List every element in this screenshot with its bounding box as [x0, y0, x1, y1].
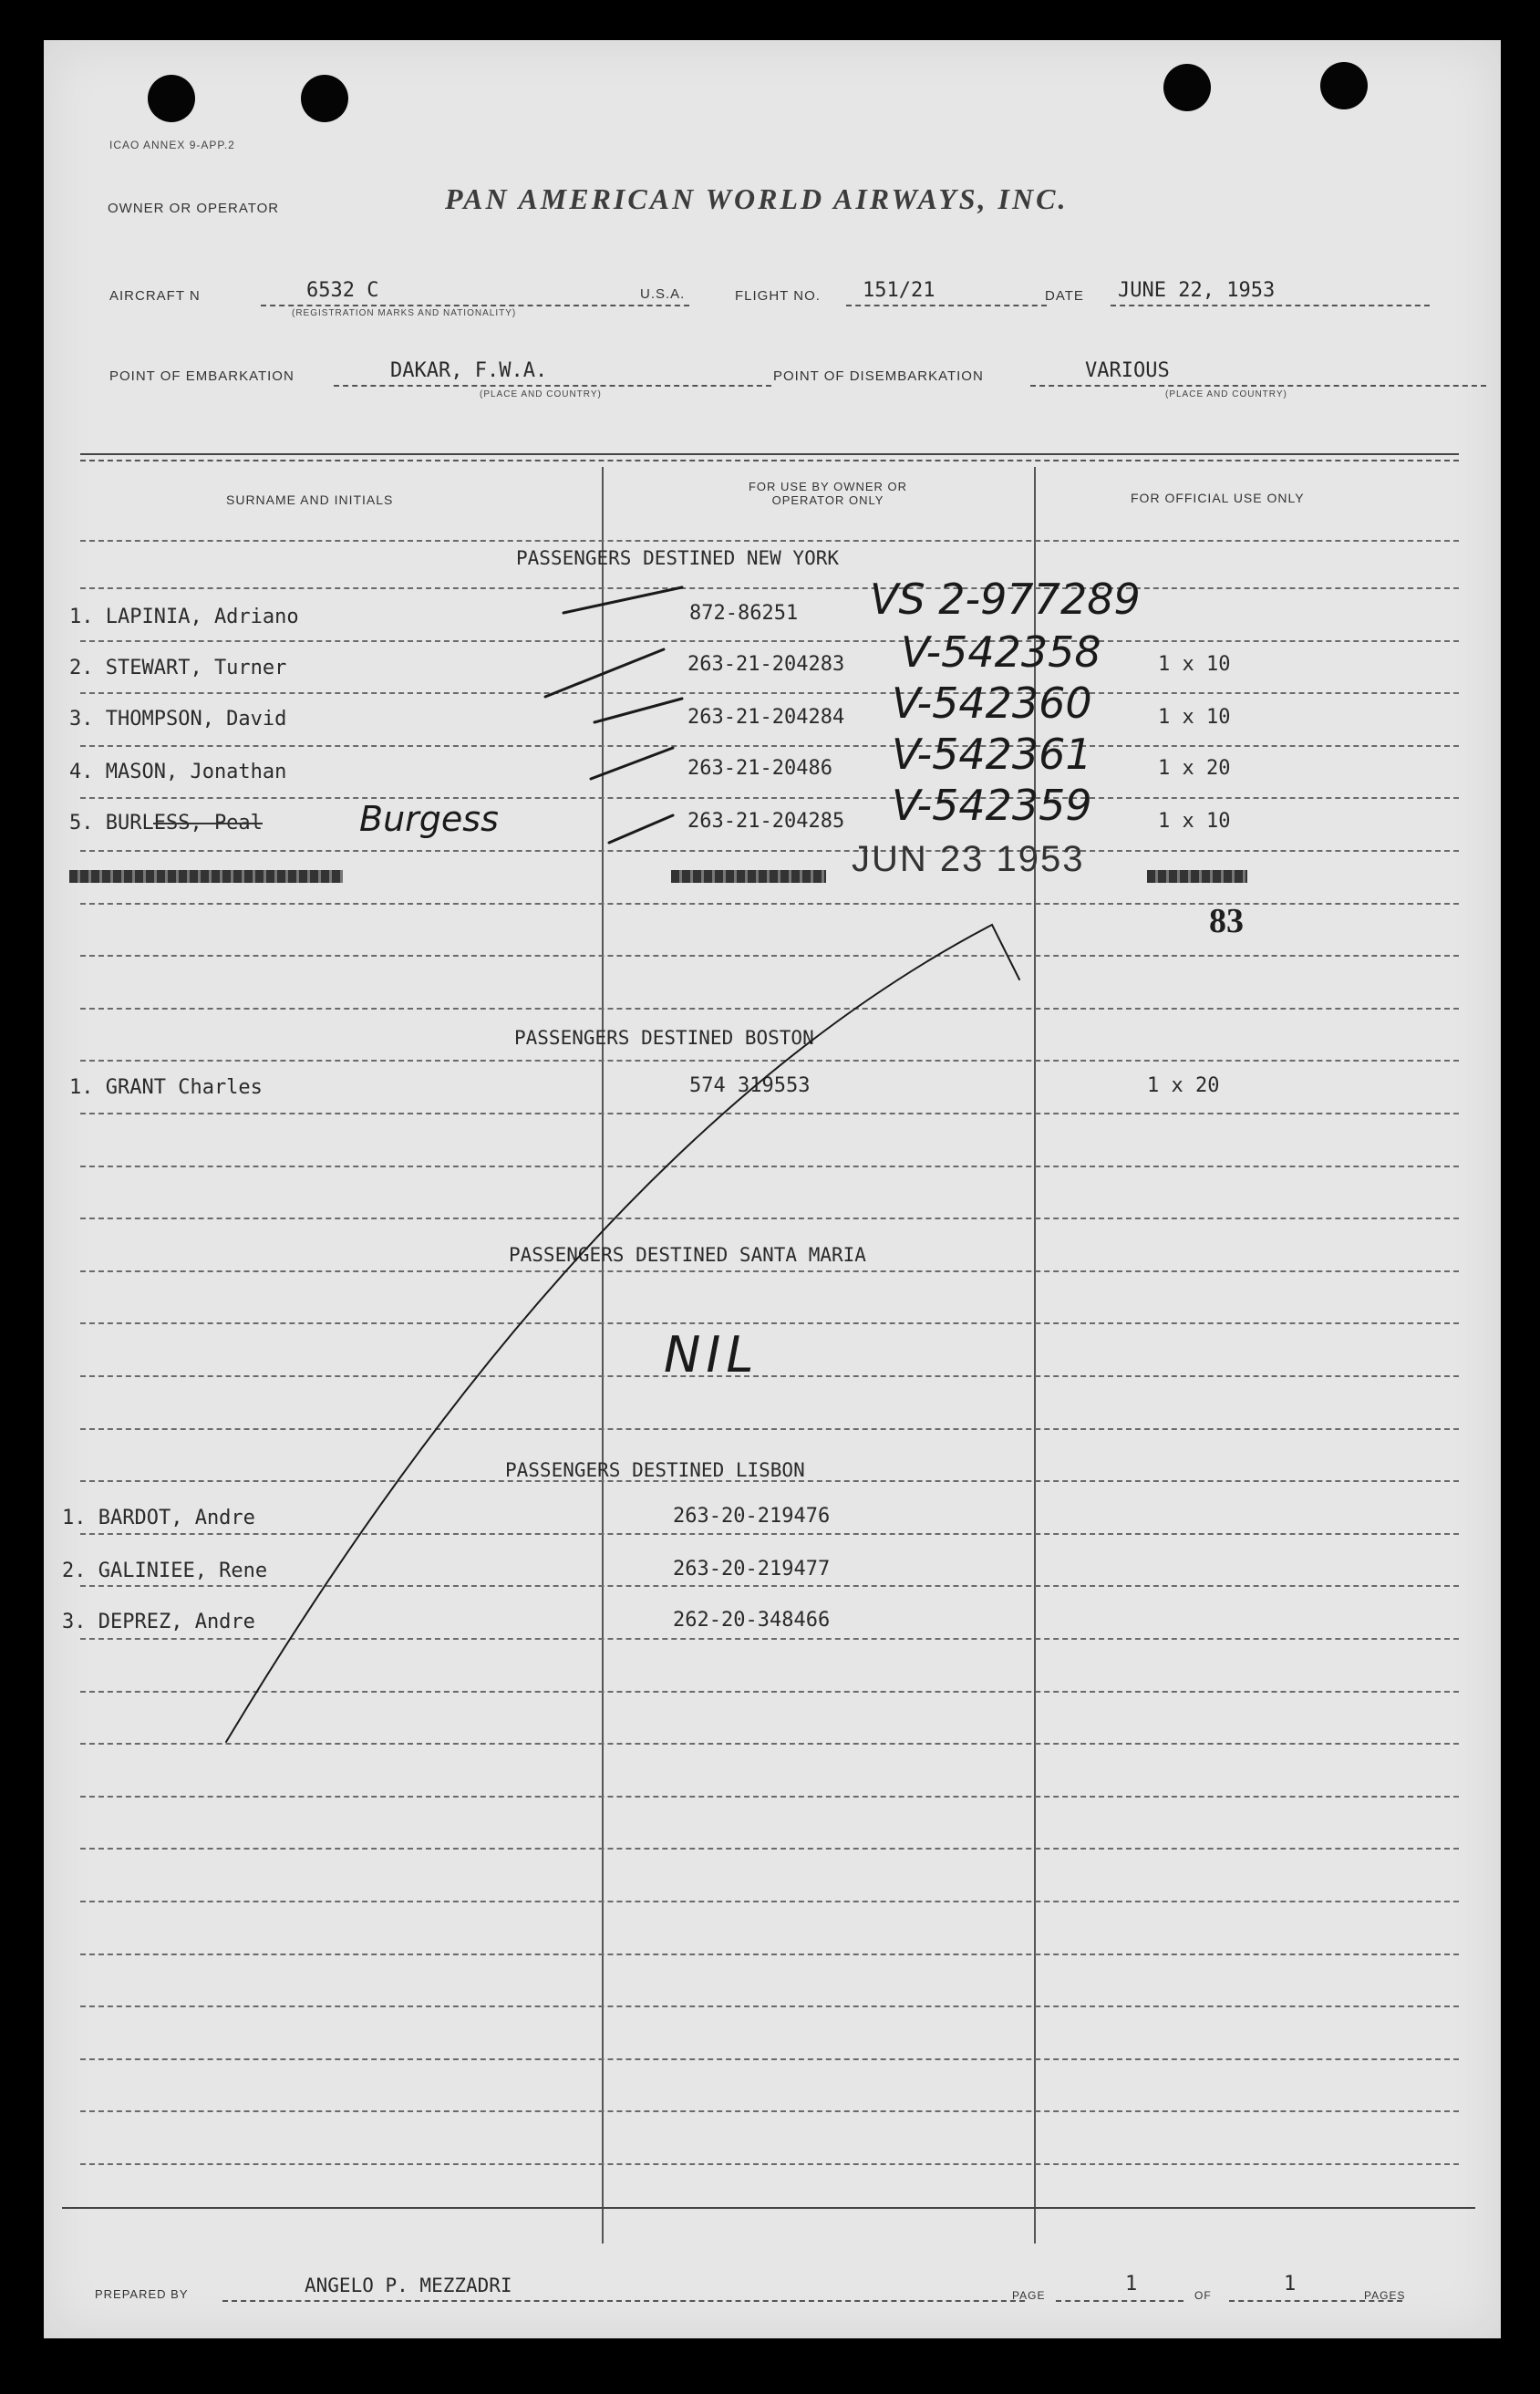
- usa-label: U.S.A.: [640, 286, 686, 302]
- section-title-boston: PASSENGERS DESTINED BOSTON: [514, 1027, 814, 1049]
- official-entry: 1 x 10: [1158, 706, 1231, 729]
- pages-label: PAGES: [1364, 2289, 1406, 2302]
- ticket-number: 263-20-219476: [673, 1505, 831, 1528]
- owner-label: OWNER OR OPERATOR: [108, 201, 280, 216]
- col-owner-use: FOR USE BY OWNER OR OPERATOR ONLY: [748, 480, 908, 507]
- section-title-new-york: PASSENGERS DESTINED NEW YORK: [516, 547, 840, 569]
- embark-label: POINT OF EMBARKATION: [109, 368, 295, 384]
- annex-label: ICAO ANNEX 9-APP.2: [109, 139, 235, 151]
- ticket-number: 263-20-219477: [673, 1558, 831, 1580]
- ticket-number: 263-21-204283: [687, 653, 845, 676]
- page-number: 1: [1125, 2273, 1138, 2296]
- ticket-number: 872-86251: [689, 602, 799, 625]
- passenger-name: 2. STEWART, Turner: [69, 657, 287, 679]
- handwritten-annotation: V-542359: [892, 781, 1092, 830]
- handwritten-annotation: VS 2-977289: [870, 575, 1141, 624]
- date-value: JUNE 22, 1953: [1118, 279, 1276, 302]
- of-label: OF: [1194, 2289, 1212, 2302]
- manifest-sheet: [44, 40, 1501, 2338]
- pen-marks: [44, 40, 1501, 2338]
- ticket-number: 263-21-20486: [687, 757, 832, 780]
- date-stamp: JUN 23 1953: [852, 839, 1085, 879]
- flight-value: 151/21: [863, 279, 935, 302]
- place-note: (PLACE AND COUNTRY): [480, 389, 602, 399]
- col-official: FOR OFFICIAL USE ONLY: [1131, 491, 1305, 505]
- passenger-name: 4. MASON, Jonathan: [69, 761, 287, 783]
- place-note: (PLACE AND COUNTRY): [1165, 389, 1287, 399]
- handwritten-annotation: V-542360: [892, 679, 1092, 728]
- ticket-number: 263-21-204285: [687, 810, 845, 833]
- prepared-label: PREPARED BY: [95, 2287, 189, 2301]
- section-title-lisbon: PASSENGERS DESTINED LISBON: [505, 1459, 805, 1481]
- passenger-name: 2. GALINIEE, Rene: [62, 1560, 268, 1582]
- disembark-label: POINT OF DISEMBARKATION: [773, 368, 984, 384]
- handwritten-annotation: V-542358: [901, 627, 1101, 677]
- ticket-number: 574 319553: [689, 1074, 811, 1097]
- official-entry: 1 x 20: [1158, 757, 1231, 780]
- disembark-value: VARIOUS: [1085, 359, 1170, 382]
- col-surname: SURNAME AND INITIALS: [226, 492, 394, 507]
- passenger-name: 3. THOMPSON, David: [69, 708, 287, 731]
- embark-value: DAKAR, F.W.A.: [390, 359, 548, 382]
- passenger-name: 3. DEPREZ, Andre: [62, 1611, 255, 1633]
- ticket-number: 262-20-348466: [673, 1609, 831, 1632]
- name-correction: Burgess: [359, 799, 499, 839]
- passenger-name: 1. BARDOT, Andre: [62, 1507, 255, 1529]
- page-total: 1: [1284, 2273, 1297, 2296]
- official-entry: 1 x 10: [1158, 810, 1231, 833]
- date-label: DATE: [1045, 288, 1084, 304]
- official-entry: 1 x 10: [1158, 653, 1231, 676]
- ticket-number: 263-21-204284: [687, 706, 845, 729]
- official-entry: 1 x 20: [1147, 1074, 1220, 1097]
- passenger-name: 1. LAPINIA, Adriano: [69, 606, 299, 628]
- passenger-count: 83: [1209, 902, 1244, 940]
- registration-note: (REGISTRATION MARKS AND NATIONALITY): [292, 308, 517, 318]
- aircraft-label: AIRCRAFT N: [109, 288, 201, 304]
- company-name: PAN AMERICAN WORLD AIRWAYS, INC.: [445, 182, 1069, 215]
- passenger-name: 1. GRANT Charles: [69, 1076, 263, 1099]
- page-label: PAGE: [1012, 2289, 1046, 2302]
- prepared-by-value: ANGELO P. MEZZADRI: [305, 2275, 512, 2296]
- handwritten-annotation: V-542361: [892, 730, 1092, 779]
- aircraft-value: 6532 C: [306, 279, 379, 302]
- flight-label: FLIGHT NO.: [735, 288, 821, 304]
- passenger-name: 5. BURLESS, Peal: [69, 812, 263, 834]
- section-title-santa-maria: PASSENGERS DESTINED SANTA MARIA: [509, 1244, 866, 1266]
- nil-annotation: NIL: [664, 1326, 760, 1384]
